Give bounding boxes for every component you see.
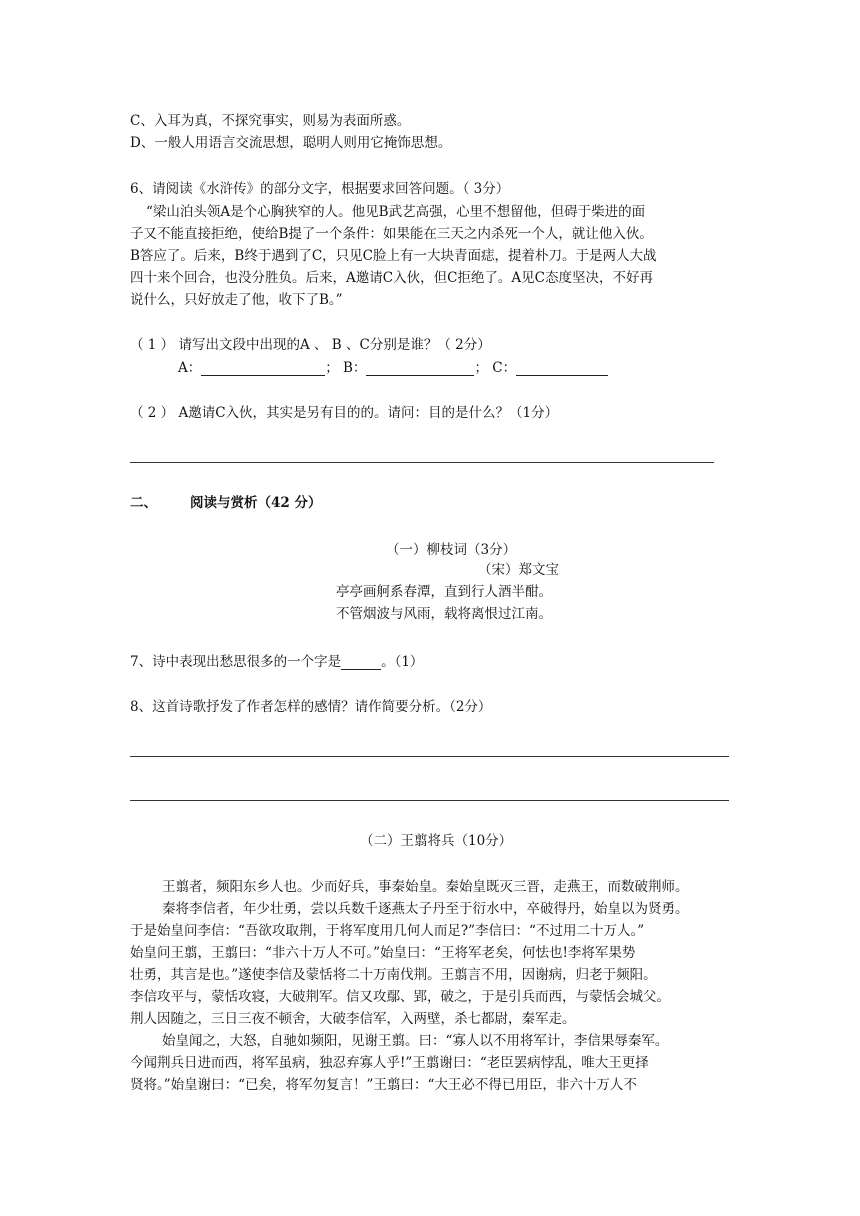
answer-line[interactable] <box>130 462 714 463</box>
passage-line: 李信攻平与，蒙恬攻寝，大破荆军。信又攻鄢、郢，破之，于是引兵而西，与蒙恬会城父。 <box>130 989 670 1005</box>
passage-line: 始皇问王翦，王翦曰：“非六十万人不可。”始皇曰：“王将军老矣，何怯也!李将军果势 <box>130 945 636 961</box>
answer-c-label: ； C： <box>474 360 517 376</box>
q6-sub1: （ 1 ） 请写出文段中出现的A 、 B 、C分别是谁？（ 2分） <box>130 337 491 353</box>
q7 <box>130 650 423 670</box>
poem-heading: （一）柳枝词（3分） <box>386 542 517 558</box>
q6-passage-line: 子又不能直接拒绝，使给B提了一个条件：如果能在三天之内杀死一个人，就让他入伙。 <box>130 226 653 242</box>
answer-b-label: ； B： <box>325 360 367 376</box>
q6-sub1-answers <box>178 356 608 376</box>
passage-line: 王翦者，频阳东乡人也。少而好兵，事秦始皇。秦始皇既灭三晋，走燕王，而数破荆师。 <box>162 879 689 895</box>
q8: 8、这首诗歌抒发了作者怎样的感情？请作简要分析。（2分） <box>130 699 492 715</box>
poem-author: （宋）郑文宝 <box>478 562 559 578</box>
passage-line: 秦将李信者，年少壮勇，尝以兵数千逐燕太子丹至于衍水中，卒破得丹，始皇以为贤勇。 <box>162 901 689 917</box>
answer-line[interactable] <box>130 756 729 757</box>
q6-title: 6、请阅读《水浒传》的部分文字，根据要求回答问题。（ 3分） <box>130 181 510 197</box>
q7-text: 7、诗中表现出愁思很多的一个字是 <box>130 654 342 670</box>
passage-line: 于是始皇问李信：“吾欲攻取荆，于将军度用几何人而足?”李信曰：“不过用二十万人。” <box>130 923 645 939</box>
section-title: 阅读与赏析（42 分） <box>190 495 322 511</box>
option-d: D、一般人用语言交流思想，聪明人则用它掩饰思想。 <box>130 135 452 151</box>
passage-heading: （二）王翦将兵（10分） <box>360 833 513 849</box>
poem-line: 亭亭画舸系春潭，直到行人酒半酣。 <box>336 584 552 600</box>
passage-line: 今闻荆兵日进而西，将军虽病，独忍弃寡人乎!”王翦谢曰：“老臣罢病悖乱，唯大王更择 <box>130 1055 649 1071</box>
q7-blank[interactable] <box>341 655 381 670</box>
q6-sub2: （ 2 ） A邀请C入伙，其实是另有目的的。请问：目的是什么？（1分） <box>130 405 559 421</box>
passage-line: 荆人因随之，三日三夜不顿舍，大破李信军，入两壁，杀七都尉，秦军走。 <box>130 1011 576 1027</box>
q6-passage-line: 四十来个回合，也没分胜负。后来，A邀请C入伙，但C拒绝了。A见C态度坚决，不好再 <box>130 270 653 286</box>
q6-passage-line: B答应了。后来，B终于遇到了C，只见C脸上有一大块青面痣，提着朴刀。于是两人大战 <box>130 248 657 264</box>
q6-passage-line: 说什么，只好放走了他，收下了B。” <box>130 292 343 308</box>
answer-a-label: A： <box>178 360 202 376</box>
passage-line: 壮勇，其言是也。”遂使李信及蒙恬将二十万南伐荆。王翦言不用，因谢病，归老于频阳。 <box>130 967 657 983</box>
passage-line: 贤将。”始皇谢曰：“已矣，将军勿复言！”王翦曰：“大王必不得已用臣，非六十万人不 <box>130 1077 637 1093</box>
answer-b-blank[interactable] <box>366 361 474 376</box>
section-number: 二、 <box>130 495 157 511</box>
poem-line: 不管烟波与风雨，载将离恨过江南。 <box>336 606 552 622</box>
passage-line: 始皇闻之，大怒，自驰如频阳，见谢王翦。曰：“寡人以不用将军计，李信果辱秦军。 <box>162 1033 669 1049</box>
answer-c-blank[interactable] <box>516 361 608 376</box>
answer-line[interactable] <box>130 800 729 801</box>
option-c: C、入耳为真，不探究事实，则易为表面所惑。 <box>130 113 411 129</box>
q6-passage-line: “梁山泊头领A是个心胸狭窄的人。他见B武艺高强，心里不想留他，但碍于柴进的面 <box>146 204 646 220</box>
q7-points: 。（1） <box>381 654 424 670</box>
answer-a-blank[interactable] <box>201 361 325 376</box>
